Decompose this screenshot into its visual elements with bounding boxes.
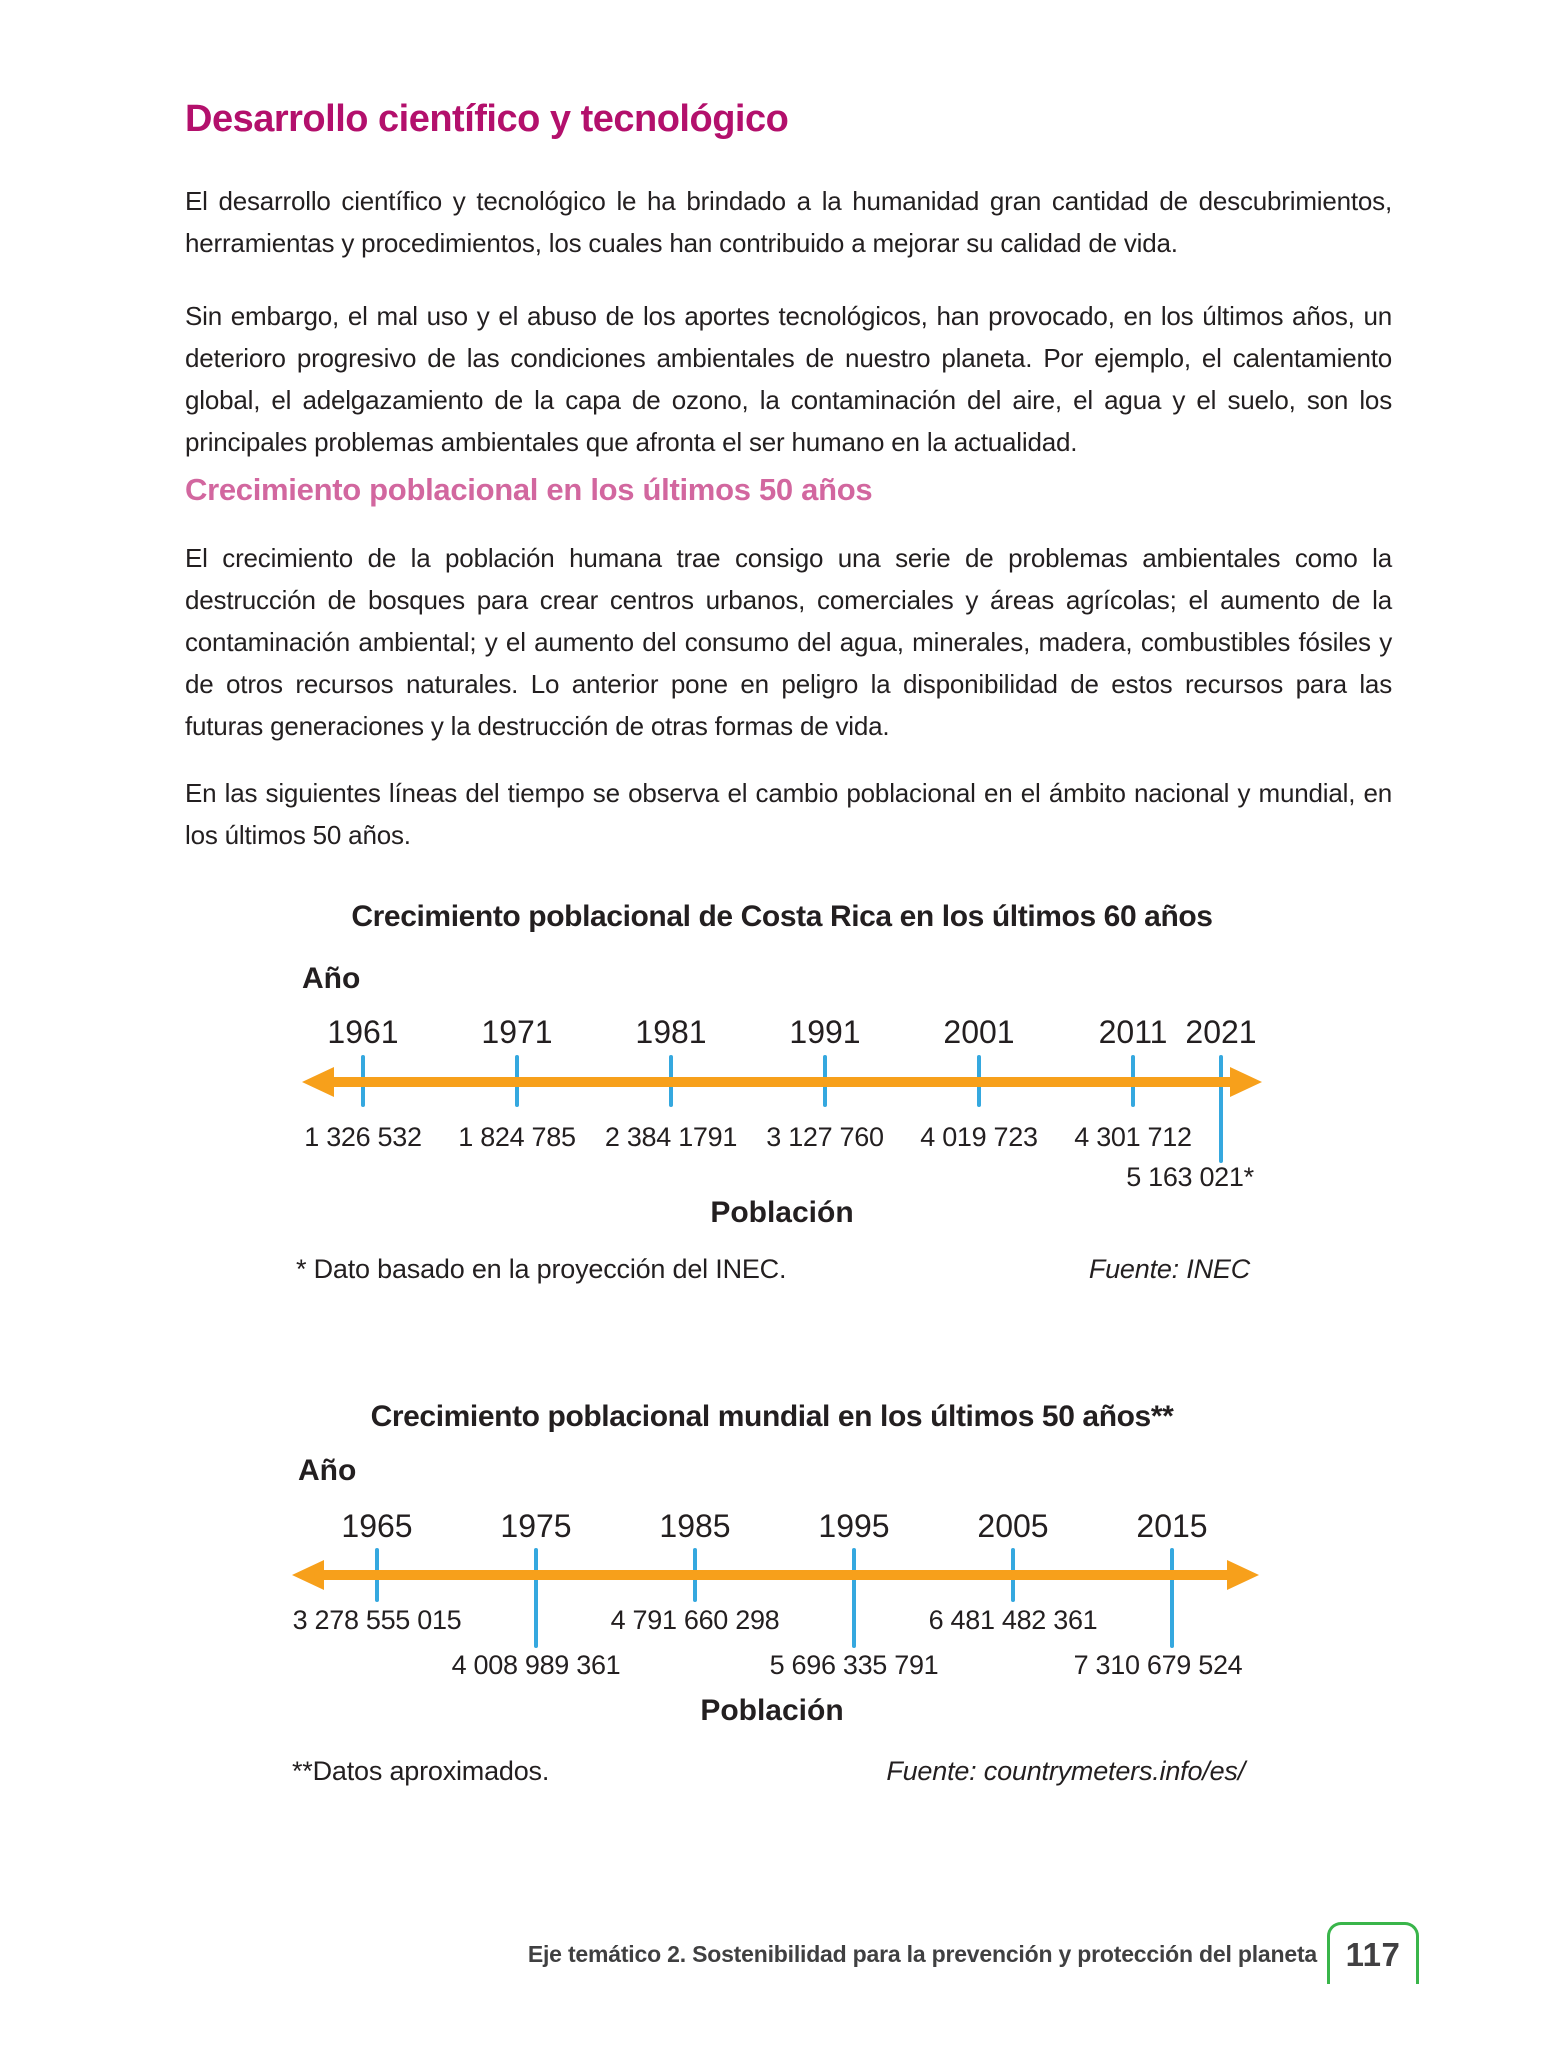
year-label: 2011 [1098,1014,1168,1050]
year-label: 1991 [789,1014,861,1050]
year-label: 2005 [977,1508,1049,1544]
arrow-right-icon [1227,1560,1259,1590]
population-value-projection: 5 163 021* [1126,1162,1254,1192]
page-number-box [1327,1922,1419,1984]
timeline-mundial-year-axis-label: Año [298,1454,357,1487]
section-subtitle: Crecimiento poblacional en los últimos 50 años [185,472,873,507]
timeline-mundial-population-axis-label: Población [700,1694,844,1727]
year-label: 1985 [659,1508,731,1544]
timeline-mundial-footnote: **Datos aproximados. [292,1756,550,1786]
population-value: 1 326 532 [304,1122,422,1152]
timeline-mundial [0,1400,1564,1820]
timeline-mundial-title: Crecimiento poblacional mundial en los últimos 50 años** [370,1400,1174,1433]
timeline-costa-rica-source: Fuente: INEC [1088,1254,1250,1284]
year-label: 1995 [818,1508,890,1544]
paragraph-growth: El crecimiento de la población humana trae consigo una serie de problemas ambientales como la destrucción de bosques para crear centros urbanos, comerciales y áreas agrícolas; el aumento de la contaminación ambiental; y el aumento del consumo del agua, minerales, madera, combustibles fósiles y de otros recursos naturales. Lo anterior pone en peligro la disponibilidad de estos recursos para las futuras generaciones y la destrucción de otras formas de vida. [185,543,1392,741]
year-label: 2015 [1136,1508,1208,1544]
timeline-arrow [292,1560,1259,1590]
population-value: 4 791 660 298 [610,1605,780,1635]
year-label: 1971 [481,1014,553,1050]
timeline-costa-rica-population-axis-label: Población [710,1196,854,1229]
paragraph-intro: El desarrollo científico y tecnológico le ha brindado a la humanidad gran cantidad de descubrimientos, herramientas y procedimientos, los cuales han contribuido a mejorar su calidad de vida. [185,186,1392,258]
population-value: 4 008 989 361 [451,1650,621,1680]
paragraph-problems: Sin embargo, el mal uso y el abuso de los aportes tecnológicos, han provocado, en los últimos años, un deterioro progresivo de las condiciones ambientales de nuestro planeta. Por ejemplo, el calentamiento global, el adelgazamiento de la capa de ozono, la contaminación del aire, el agua y el suelo, son los principales problemas ambientales que afronta el ser humano en la actualidad. [185,301,1392,457]
timeline-costa-rica [0,900,1564,1310]
year-label: 1965 [341,1508,413,1544]
year-label: 2001 [943,1014,1015,1050]
population-value: 5 696 335 791 [769,1650,939,1680]
year-label: 1961 [327,1014,399,1050]
population-value: 1 824 785 [458,1122,576,1152]
population-value: 3 127 760 [766,1122,884,1152]
population-value: 2 384 1791 [604,1122,738,1152]
timeline-costa-rica-title: Crecimiento poblacional de Costa Rica en los últimos 60 años [351,900,1213,933]
footer-section-title: Eje temático 2. Sostenibilidad para la prevención y protección del planeta [527,1941,1317,1967]
population-value: 6 481 482 361 [928,1605,1098,1635]
timeline-costa-rica-footnote: * Dato basado en la proyección del INEC. [296,1254,787,1284]
page-title: Desarrollo científico y tecnológico [185,98,789,140]
year-label: 1981 [635,1014,707,1050]
population-value: 4 301 712 [1074,1122,1192,1152]
population-value: 7 310 679 524 [1073,1650,1243,1680]
year-label: 2021 [1185,1014,1257,1050]
timeline-arrow [302,1067,1262,1097]
timeline-costa-rica-year-axis-label: Año [302,962,361,995]
arrow-right-icon [1230,1067,1262,1097]
timeline-mundial-source: Fuente: countrymeters.info/es/ [886,1756,1245,1786]
year-label: 1975 [500,1508,572,1544]
population-value: 3 278 555 015 [292,1605,462,1635]
population-value: 4 019 723 [920,1122,1038,1152]
paragraph-timelines-intro: En las siguientes líneas del tiempo se observa el cambio poblacional en el ámbito nacional y mundial, en los últimos 50 años. [185,778,1392,850]
page-number: 117 [1345,1935,1401,1973]
